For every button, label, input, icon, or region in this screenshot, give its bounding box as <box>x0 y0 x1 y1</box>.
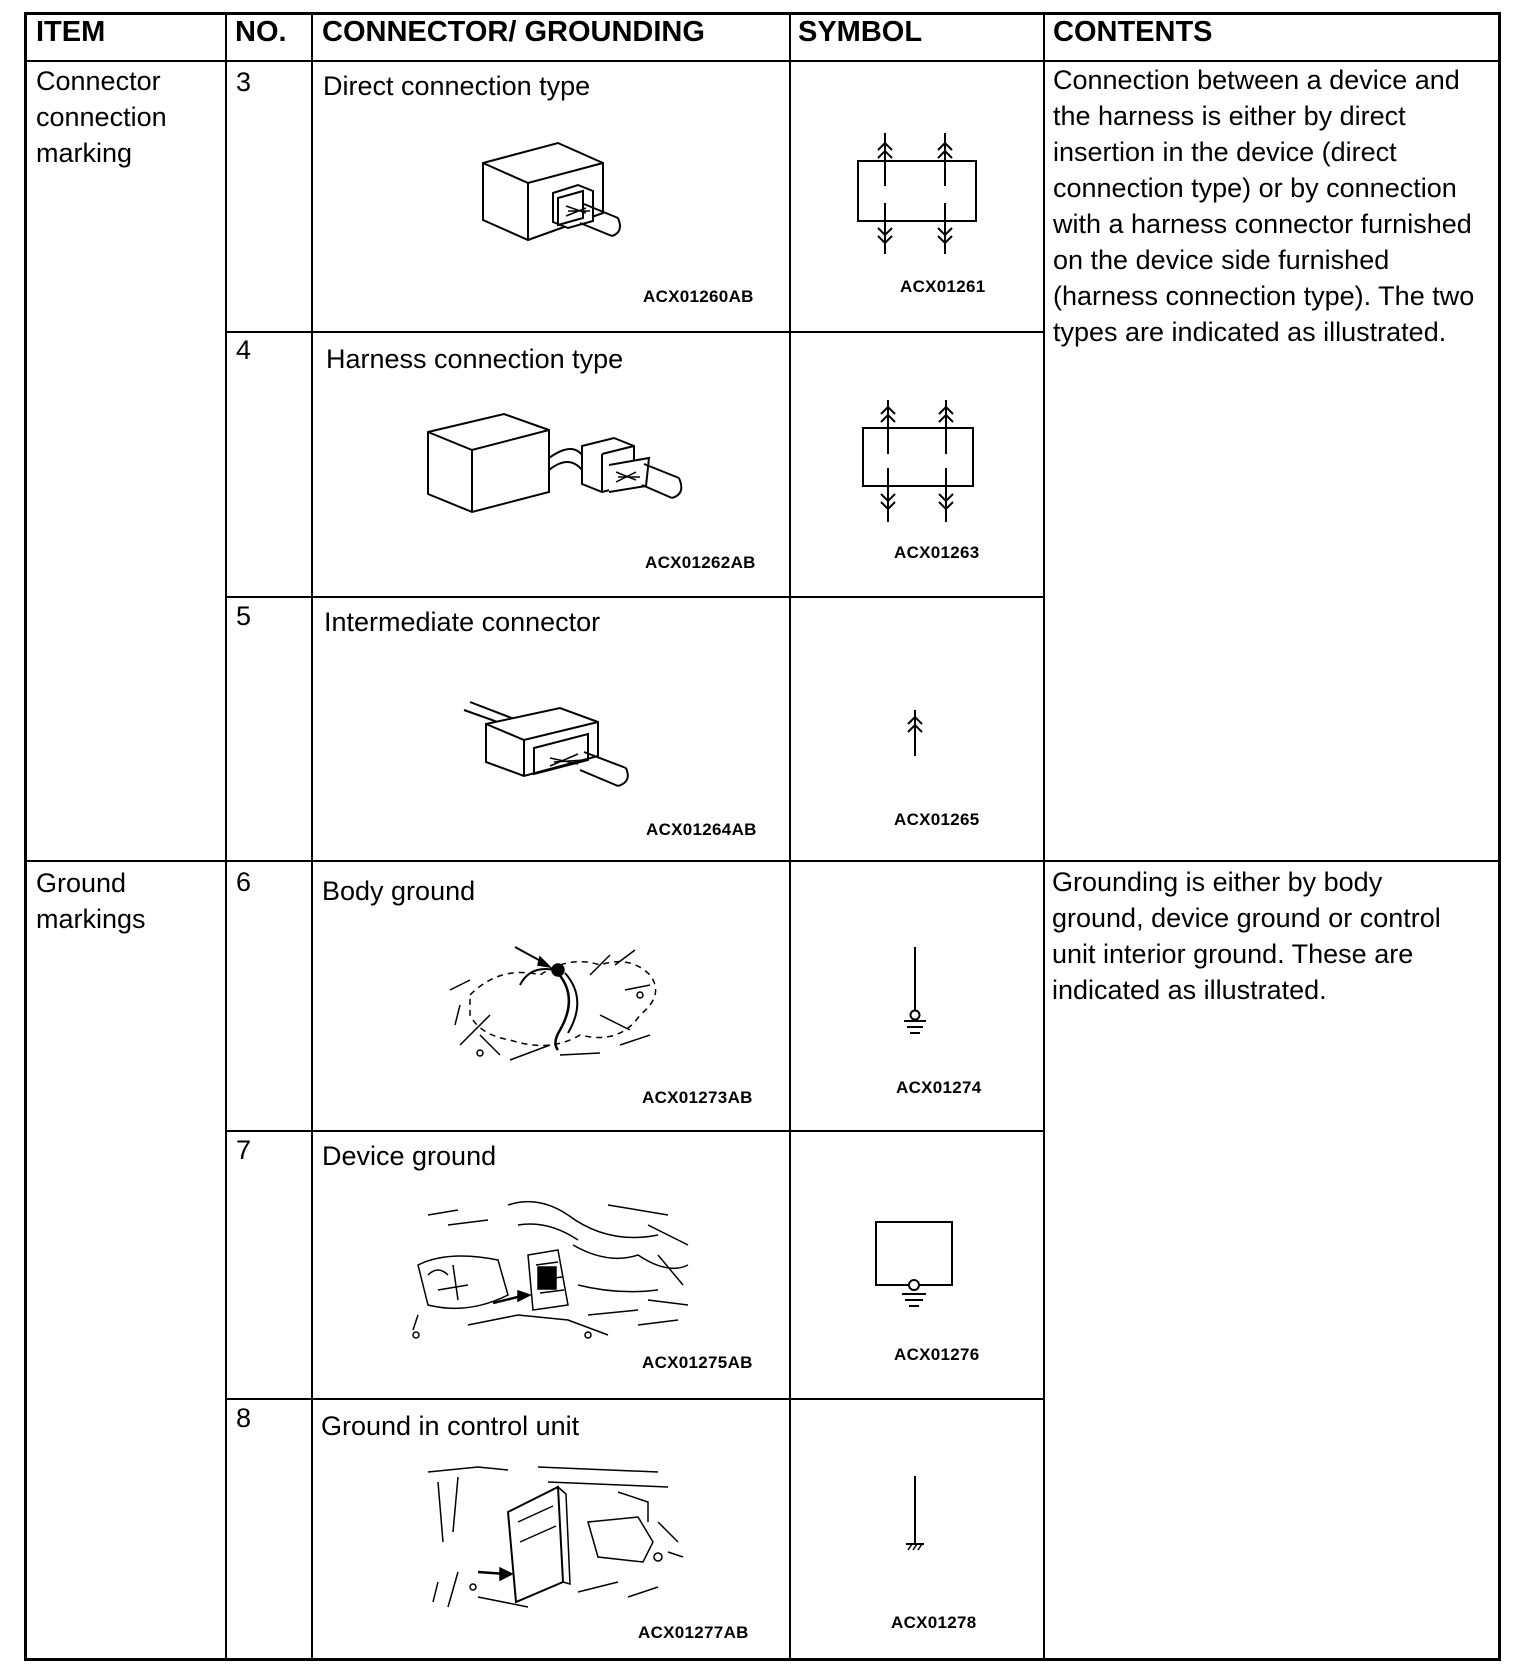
header-item: ITEM <box>36 16 106 48</box>
table-border-left <box>24 12 27 1661</box>
figure-code: ACX01264AB <box>646 820 757 839</box>
harness-connector-illustration <box>424 410 686 515</box>
header-no: NO. <box>235 16 287 48</box>
device-ground-symbol <box>872 1220 956 1314</box>
figure-code: ACX01277AB <box>638 1623 749 1642</box>
symbol-code: ACX01276 <box>894 1345 980 1364</box>
symbol-code: ACX01263 <box>894 543 980 562</box>
symbol-code: ACX01278 <box>891 1613 977 1632</box>
row-name: Direct connection type <box>323 71 591 101</box>
row-number: 7 <box>236 1135 252 1165</box>
control-unit-ground-symbol <box>902 1474 928 1554</box>
table-border-right <box>1498 12 1501 1661</box>
row-name: Ground in control unit <box>321 1411 580 1441</box>
row-number: 3 <box>236 67 252 97</box>
row-number: 8 <box>236 1403 252 1433</box>
row-name: Body ground <box>322 876 476 906</box>
row-name: Harness connection type <box>326 344 624 374</box>
contents-text: Grounding is either by body ground, device ground or control unit interior ground. These are indicated as illustrated. <box>1052 867 1441 1005</box>
row-number: 4 <box>236 335 252 365</box>
item-label: Ground markings <box>36 868 146 934</box>
row-number: 6 <box>236 867 252 897</box>
row-name: Device ground <box>322 1141 497 1171</box>
intermediate-connector-illustration <box>460 700 635 790</box>
header-contents: CONTENTS <box>1053 16 1213 48</box>
row-divider <box>225 1398 1045 1400</box>
control-unit-ground-illustration <box>418 1462 688 1612</box>
row-divider <box>225 1130 1045 1132</box>
row-name: Intermediate connector <box>324 607 601 637</box>
direct-connection-symbol <box>850 128 985 256</box>
group-divider <box>24 860 1500 862</box>
header-connector: CONNECTOR/ GROUNDING <box>322 16 705 48</box>
harness-connection-symbol <box>856 396 981 524</box>
row-number: 5 <box>236 601 252 631</box>
column-divider-contents <box>1043 12 1045 1661</box>
column-divider-symbol <box>789 12 791 1661</box>
figure-code: ACX01262AB <box>645 553 756 572</box>
symbol-code: ACX01261 <box>900 277 986 296</box>
column-divider-no <box>225 12 227 1661</box>
contents-text: Connection between a device and the harness is either by direct insertion in the device (direct connection type) or by connection with a harness connector furnished on the device side furnished (harness connection type). The two types are indicated as illustrated. <box>1053 65 1475 347</box>
device-ground-illustration <box>408 1195 698 1345</box>
row-divider <box>225 331 1045 333</box>
direct-connector-illustration <box>478 138 628 248</box>
table-border-bottom <box>24 1658 1500 1661</box>
symbol-code: ACX01274 <box>896 1078 982 1097</box>
figure-code: ACX01273AB <box>642 1088 753 1107</box>
header-symbol: SYMBOL <box>798 16 923 48</box>
figure-code: ACX01260AB <box>643 287 754 306</box>
row-divider <box>225 596 1045 598</box>
body-ground-illustration <box>440 935 670 1065</box>
body-ground-symbol <box>900 945 930 1037</box>
column-divider-connector <box>311 12 313 1661</box>
figure-code: ACX01275AB <box>642 1353 753 1372</box>
intermediate-connector-symbol <box>902 708 928 758</box>
symbol-code: ACX01265 <box>894 810 980 829</box>
item-label: Connector connection marking <box>36 66 167 168</box>
